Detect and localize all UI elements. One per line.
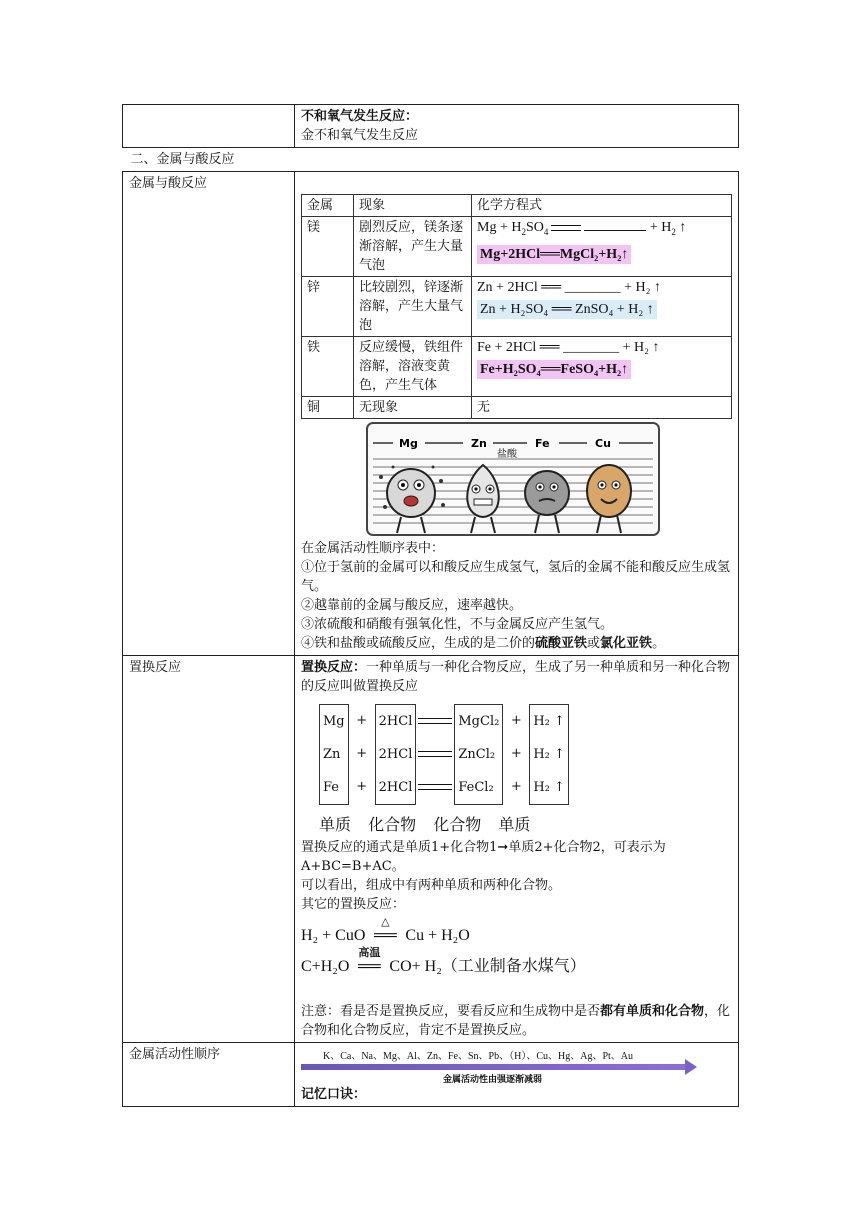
displacement-label: 置换反应 <box>129 660 182 675</box>
activity-series-arrow <box>301 1047 697 1083</box>
header-equation: 化学方程式 <box>472 195 732 217</box>
equation-mg-hcl: Mg+2HCl══MgCl₂+H₂↑ <box>477 245 631 264</box>
equation-zn-hcl: Zn + 2HCl ══ ________ + H₂ ↑ <box>477 280 662 295</box>
table-row <box>302 277 732 337</box>
header-phenomenon: 现象 <box>354 195 472 217</box>
equation-h2-cuo: H₂ + CuO △ ══ Cu + H₂O <box>301 915 470 944</box>
beaker-label-cu: Cu <box>595 437 611 450</box>
reactant-metal-box: Mg Zn Fe <box>319 704 349 805</box>
row-displacement <box>123 656 739 1043</box>
observation-text: 可以看出，组成中有两种单质和两种化合物。 <box>301 878 562 893</box>
activity-notes <box>301 539 732 653</box>
equation-fe-h2so4: Fe+H₂SO₄══FeSO₄+H₂↑ <box>477 360 631 379</box>
metal-cell: 铁 <box>302 337 354 397</box>
beaker-label-fe: Fe <box>535 437 550 450</box>
row-no-oxygen <box>123 105 739 148</box>
phenomenon-cell: 反应缓慢，铁组件溶解，溶液变黄色，产生气体 <box>354 337 472 397</box>
reactant-acid-box: 2HCl 2HCl 2HCl <box>375 704 417 805</box>
beaker-label-mg: Mg <box>399 437 418 450</box>
equation-c-h2o: C+H₂O 高温 ══ CO+ H₂（工业制备水煤气） <box>301 946 586 975</box>
displacement-grid: Mg Zn Fe + + + 2HCl 2HCl 2HCl MgCl₂ ZnCl₂ FeCl₂ + + + H₂ ↑ H₂ ↑ H₂ ↑ <box>319 704 732 805</box>
activity-label: 金属活动性顺序 <box>129 1047 221 1062</box>
equation-cell <box>472 217 732 277</box>
equation-mg-h2so4: $Mg + H_2SO_4 + H_2$ ↑ <box>477 220 687 237</box>
equation-zn-h2so4: Zn + H₂SO₄ ══ ZnSO₄ + H₂ ↑ <box>477 300 657 319</box>
section-row <box>123 148 739 172</box>
product-h2-box: H₂ ↑ H₂ ↑ H₂ ↑ <box>529 704 569 805</box>
product-salt-box: MgCl₂ ZnCl₂ FeCl₂ <box>454 704 503 805</box>
row-metal-acid <box>123 172 739 656</box>
metal-cell: 铜 <box>302 397 354 419</box>
displacement-definition: 置换反应：一种单质与一种化合物反应，生成了另一种单质和另一种化合物的反应叫做置换反应 <box>301 660 731 694</box>
header-metal: 金属 <box>302 195 354 217</box>
note-item: ④铁和盐酸或硫酸反应，生成的是二价的硫酸亚铁或氯化亚铁。 <box>301 636 666 651</box>
metal-series: K、Ca、Na、Mg、Al、Zn、Fe、Sn、Pb、（H）、Cu、Hg、Ag、Pt、Au <box>323 1051 634 1062</box>
document-page <box>122 104 738 1107</box>
equation-fe-hcl: Fe + 2HCl ══ ________ + H₂ ↑ <box>477 340 660 355</box>
equation-cell <box>472 337 732 397</box>
no-oxygen-title: 不和氧气发生反应： <box>301 109 419 124</box>
phenomenon-cell: 比较剧烈，锌逐渐溶解，产生大量气泡 <box>354 277 472 337</box>
section-heading: 二、金属与酸反应 <box>130 152 235 167</box>
equation-cell: 无 <box>472 397 732 419</box>
note-item: ③浓硫酸和硝酸有强氧化性，不与金属反应产生氢气。 <box>301 617 614 632</box>
answer-blank <box>584 218 646 231</box>
row-activity <box>123 1043 739 1107</box>
notes-intro: 在金属活动性顺序表中： <box>301 541 445 556</box>
metal-cell: 镁 <box>302 217 354 277</box>
metal-acid-table <box>301 194 732 419</box>
phenomenon-cell: 剧烈反应，镁条逐渐溶解，产生大量气泡 <box>354 217 472 277</box>
equation-cell <box>472 277 732 337</box>
mnemonic-label: 记忆口诀： <box>301 1087 367 1102</box>
displacement-note: 注意：看是否是置换反应，要看反应和生成物中是否都有单质和化合物，化合物和化合物反应，肯定不是置换反应。 <box>301 1004 731 1038</box>
metal-cell: 锌 <box>302 277 354 337</box>
note-item: ②越靠前的金属与酸反应，速率越快。 <box>301 598 523 613</box>
series-caption: 金属活动性由强逐渐减弱 <box>443 1075 543 1085</box>
beaker-label-acid: 盐酸 <box>497 449 517 460</box>
table-row <box>302 217 732 277</box>
notes-table <box>122 104 739 1107</box>
category-labels: 单质 化合物 化合物 单质 <box>319 815 531 834</box>
phenomenon-cell: 无现象 <box>354 397 472 419</box>
note-item: ①位于氢前的金属可以和酸反应生成氢气，氢后的金属不能和酸反应生成氢气。 <box>301 560 731 594</box>
metal-acid-label: 金属与酸反应 <box>129 176 208 191</box>
table-row <box>302 337 732 397</box>
table-row <box>302 397 732 419</box>
no-oxygen-text: 金不和氧气发生反应 <box>301 128 419 143</box>
beaker-illustration <box>363 421 663 537</box>
beaker-label-zn: Zn <box>471 437 487 450</box>
others-intro: 其它的置换反应： <box>301 897 406 912</box>
general-formula: 置换反应的通式是单质1+化合物1➞单质2+化合物2，可表示为A+BC=B+AC。 <box>301 840 666 874</box>
